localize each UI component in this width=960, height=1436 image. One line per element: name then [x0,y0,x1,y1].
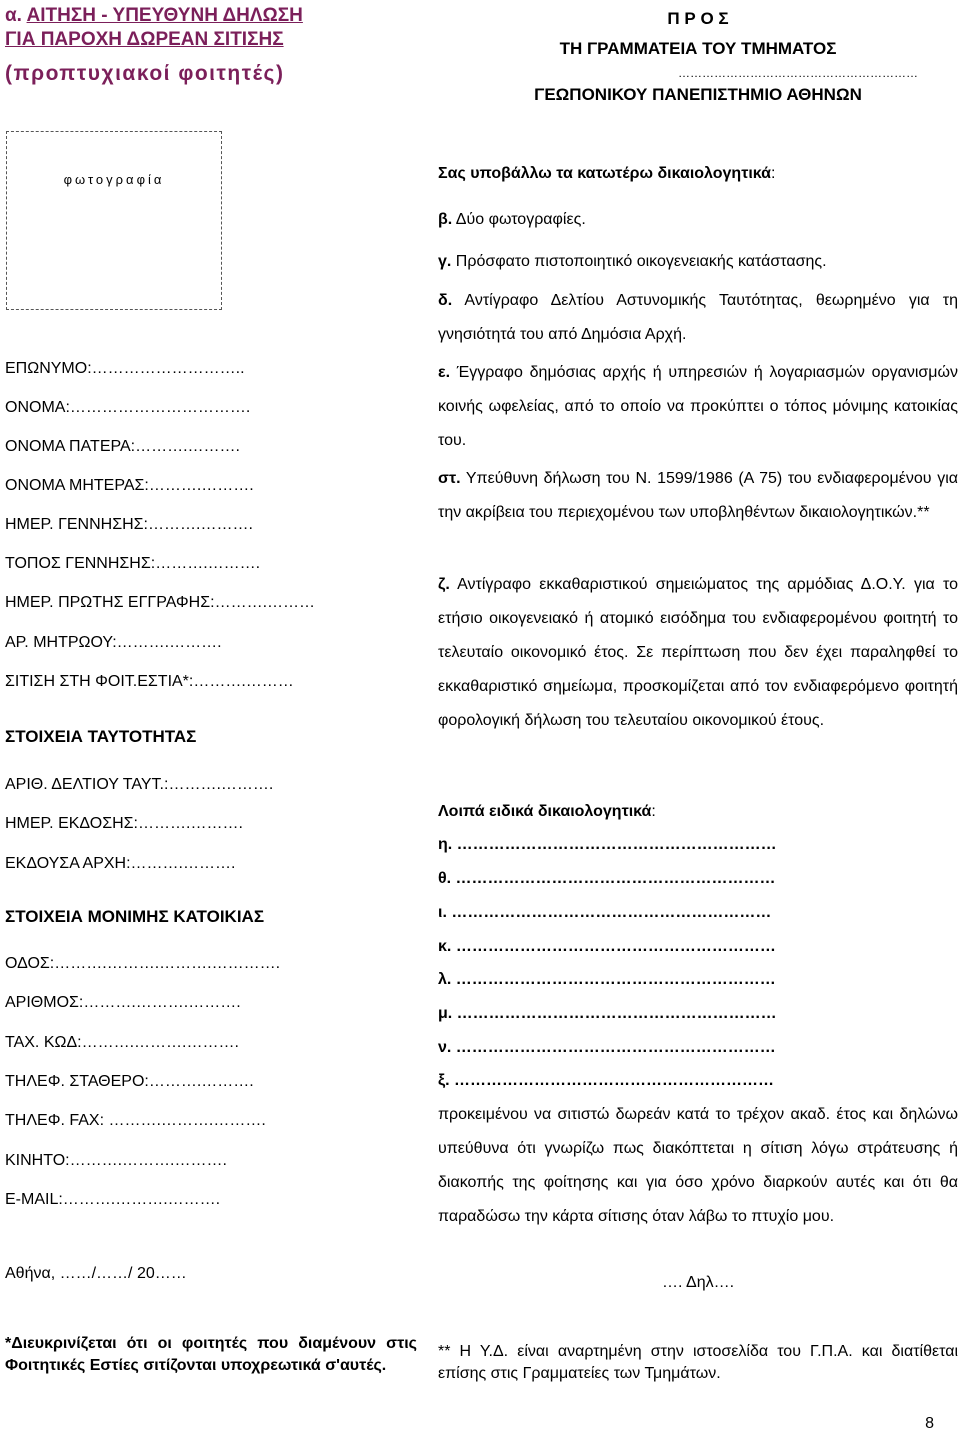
slot-h[interactable]: η. …………………………………………………… [438,836,777,853]
field-birth-date[interactable]: ΗΜΕΡ. ΓΕΝΝΗΣΗΣ:……….………. [5,516,253,533]
intro-bold: Σας υποβάλλω τα κατωτέρω δικαιολογητικά [438,165,771,182]
item-c [438,245,958,279]
item-b-text: Δύο φωτογραφίες. [452,211,586,228]
field-birth-place[interactable]: ΤΟΠΟΣ ΓΕΝΝΗΣΗΣ:……….………. [5,555,261,572]
photo-label: φωτογραφία [63,172,165,187]
other-docs-heading [438,795,958,829]
item-e [438,356,958,458]
item-c-text: Πρόσφατο πιστοποιητικό οικογενειακής κατάστασης. [451,253,827,270]
item-d [438,284,958,352]
other-docs-colon: : [651,803,656,820]
item-st-text: Υπεύθυνη δήλωση του Ν. 1599/1986 (Α 75) του ενδιαφερομένου για την ακρίβεια του περιεχομένου των υποβληθέντων δικαιολογητικών.** [438,470,958,521]
to-dots: …………………………………………………… [678,66,918,80]
item-z-text: Αντίγραφο εκκαθαριστικού σημειώματος της αρμόδιας Δ.Ο.Υ. για το ετήσιο οικογενειακό ή ατομικό εισόδημα του ενδιαφερομένου φοιτητή το τελευταίο οικονομικό έτος. Σε περίπτωση που δεν έχει παραληφθεί το εκκαθαριστικό σημείωμα, προσκομίζεται από τον ενδιαφερόμενο φοιτητή φορολογική δήλωση του τελευταίου οικονομικού έτους. [438,576,958,729]
item-b-letter: β. [438,211,453,228]
item-d-text: Αντίγραφο Δελτίου Αστυνομικής Ταυτότητας, θεωρημένο για τη γνησιότητά του από Δημόσια Αρχή. [438,292,958,343]
title-line-2: ΓΙΑ ΠΑΡΟΧΗ ΔΩΡΕΑΝ ΣΙΤΙΣΗΣ [5,29,284,50]
page-number: 8 [925,1415,934,1432]
form-subtitle: (προπτυχιακοί φοιτητές) [5,62,285,85]
intro-line [438,157,958,191]
field-father-name[interactable]: ΟΝΟΜΑ ΠΑΤΕΡΑ:……….………. [5,438,240,455]
recipient-block [438,4,958,108]
field-fax[interactable]: ΤΗΛΕΦ. FAX: ……….……….………. [5,1112,266,1129]
slot-i[interactable]: ι. …………………………………………………… [438,904,772,921]
field-mobile[interactable]: ΚΙΝΗΤΟ:……….……….………. [5,1152,227,1169]
field-street[interactable]: ΟΔΟΣ:……….……….……….…………. [5,955,281,972]
field-issue-date[interactable]: ΗΜΕΡ. ΕΚΔΟΣΗΣ:……….………. [5,815,243,832]
slot-x[interactable]: ξ. …………………………………………………… [438,1072,775,1089]
section-identity: ΣΤΟΙΧΕΙΑ ΤΑΥΤΟΤΗΤΑΣ [5,727,197,746]
item-e-text: Έγγραφο δημόσιας αρχής ή υπηρεσιών ή λογαριασμών οργανισμών κοινής ωφελείας, από το οποίο να προκύπτει ο τόπος μόνιμης κατοικίας του. [438,364,958,449]
field-id-number[interactable]: ΑΡΙΘ. ΔΕΛΤΙΟΥ ΤΑΥΤ.:……….………. [5,776,274,793]
signature-line[interactable]: …. Δηλ…. [662,1274,735,1291]
other-docs-bold: Λοιπά ειδικά δικαιολογητικά [438,803,652,820]
item-z-letter: ζ. [438,576,450,593]
item-b [438,203,958,237]
field-email[interactable]: E-MAIL:……….……….………. [5,1191,221,1208]
item-d-letter: δ. [438,292,453,309]
item-z [438,568,958,738]
footnote-left: *Διευκρινίζεται ότι οι φοιτητές που διαμένουν στις Φοιτητικές Εστίες σιτίζονται υποχρεωτικά σ'αυτές. [5,1335,417,1374]
footnote-right: ** Η Υ.Δ. είναι αναρτημένη στην ιστοσελίδα του Γ.Π.Α. και διατίθεται επίσης στις Γραμματείες των Τμημάτων. [438,1343,958,1382]
field-landline[interactable]: ΤΗΛΕΦ. ΣΤΑΘΕΡΟ:……….………. [5,1073,254,1090]
field-dorm-meals[interactable]: ΣΙΤΙΣΗ ΣΤΗ ΦΟΙΤ.ΕΣΤΙΑ*:……….……… [5,673,294,690]
to-label: Π Ρ Ο Σ [667,9,729,28]
field-date-place[interactable]: Αθήνα, ……/……/ 20…… [5,1265,187,1282]
section-residence: ΣΤΟΙΧΕΙΑ ΜΟΝΙΜΗΣ ΚΑΤΟΙΚΙΑΣ [5,907,265,926]
title-prefix: α. [5,5,27,26]
field-mother-name[interactable]: ΟΝΟΜΑ ΜΗΤΕΡΑΣ:……….………. [5,477,254,494]
to-line-1: ΤΗ ΓΡΑΜΜΑΤΕΙΑ ΤΟΥ ΤΜΗΜΑΤΟΣ [559,39,837,58]
field-number[interactable]: ΑΡΙΘΜΟΣ:……….……….………. [5,994,241,1011]
field-surname[interactable]: ΕΠΩΝΥΜΟ:……………………….. [5,360,245,377]
slot-l[interactable]: λ. …………………………………………………… [438,971,776,988]
item-st [438,462,958,530]
title-line-1: ΑΙΤΗΣΗ - ΥΠΕΥΘΥΝΗ ΔΗΛΩΣΗ [26,5,303,26]
item-e-letter: ε. [438,364,451,381]
slot-th[interactable]: θ. …………………………………………………… [438,870,776,887]
intro-colon: : [771,165,776,182]
slot-m[interactable]: μ. …………………………………………………… [438,1005,777,1022]
field-issuing-authority[interactable]: ΕΚΔΟΥΣΑ ΑΡΧΗ:……….………. [5,855,236,872]
field-postal-code[interactable]: ΤΑΧ. ΚΩΔ:……….……….………. [5,1034,239,1051]
slot-n[interactable]: ν. …………………………………………………… [438,1039,776,1056]
item-st-letter: στ. [438,470,461,487]
field-name[interactable]: ΟΝΟΜΑ:……………………………. [5,399,251,416]
photo-box [6,131,222,310]
item-c-letter: γ. [438,253,452,270]
to-line-2: ΓΕΩΠΟΝΙΚΟΥ ΠΑΝΕΠΙΣΤΗΜΙΟ ΑΘΗΝΩΝ [534,85,862,104]
slot-k[interactable]: κ. …………………………………………………… [438,938,776,955]
field-first-enrollment-date[interactable]: ΗΜΕΡ. ΠΡΩΤΗΣ ΕΓΓΡΑΦΗΣ:……….……… [5,594,316,611]
field-registry-number[interactable]: ΑΡ. ΜΗΤΡΩΟΥ:……….………. [5,634,222,651]
form-title [5,4,425,52]
closing-statement: προκειμένου να σιτιστώ δωρεάν κατά το τρέχον ακαδ. έτος και δηλώνω υπεύθυνα ότι γνωρίζω πως διακόπτεται η σίτιση λόγω στράτευσης ή διακοπής της φοίτησης και για όσο χρόνο διαρκούν αυτές και ότι θα παραδώσω την κάρτα σίτισης όταν λάβω το πτυχίο μου. [438,1106,958,1225]
